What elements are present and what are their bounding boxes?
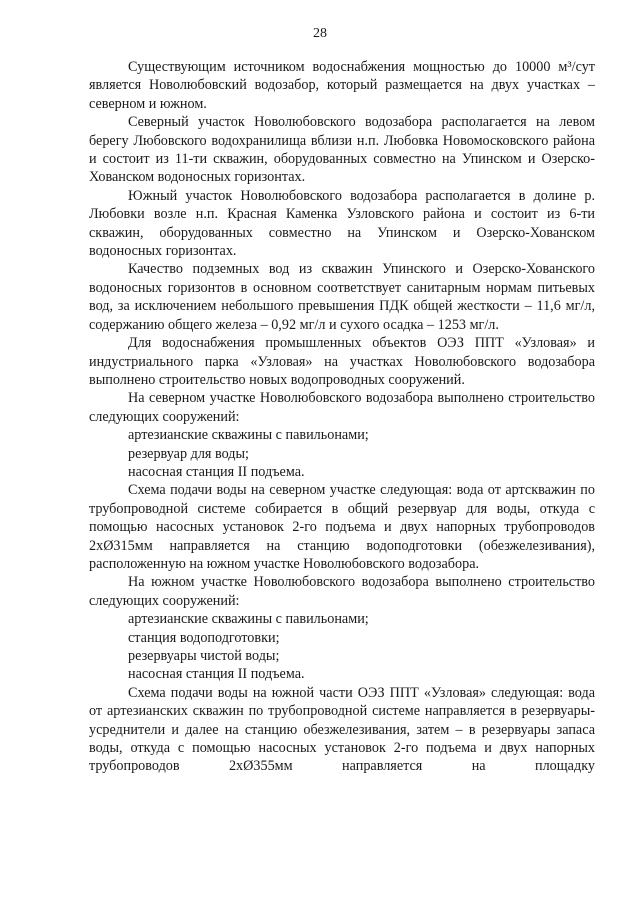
paragraph-north-construction: На северном участке Новолюбовского водозабора выполнено строительство следующих сооружений: (89, 390, 595, 425)
list-item-south-wells: артезианские скважины с павильонами; (128, 611, 369, 628)
page-number: 28 (313, 26, 327, 41)
list-item-south-reservoirs: резервуары чистой воды; (128, 648, 280, 664)
paragraph-south-site: Южный участок Новолюбовского водозабора располагается в долине р. Любовки возле н.п. Красная Каменка Узловского района и состоит из 6-ти скважин, оборудованных совместно на Упинском и Озерско-Хованском водоносных горизонтах. (89, 187, 595, 260)
paragraph-south-construction: На южном участке Новолюбовского водозабора выполнено строительство следующих сооружений: (89, 574, 595, 609)
paragraph-south-scheme: Схема подачи воды на южной части ОЭЗ ППТ «Узловая» следующая: вода от артезианских скважин по трубопроводной системе направляется в резервуары-усреднители и далее на станцию обезжелезивания, затем – в резервуары запаса воды, откуда с помощью насосных установок 2-го подъема и двух напорных трубопроводов 2хØ355мм направляется на площадку (89, 684, 595, 775)
list-item-south-treatment: станция водоподготовки; (128, 629, 280, 646)
paragraph-north-scheme: Схема подачи воды на северном участке следующая: вода от артскважин по трубопроводной системе собирается в общий резервуар для воды, откуда с помощью насосных установок 2-го подъема и двух напорных трубопроводов 2хØ315мм направляется на станцию водоподготовки (обезжелезивания), расположенную на южном участке Новолюбовского водозабора. (89, 482, 595, 572)
paragraph-water-quality: Качество подземных вод из скважин Упинского и Озерско-Хованского водоносных горизонтов в основном соответствует санитарным нормам питьевых вод, за исключением небольшого превышения ПДК общей жесткости – 11,6 мг/л, содержанию общего железа – 0,92 мг/л и сухого осадка – 1253 мг/л. (89, 261, 595, 333)
list-item-south-pump-station: насосная станция II подъема. (128, 666, 305, 683)
paragraph-industrial-supply: Для водоснабжения промышленных объектов ОЭЗ ППТ «Узловая» и индустриального парка «Узловая» на участках Новолюбовского водозабора выполнено строительство новых водопроводных сооружений. (89, 335, 595, 388)
paragraph-north-site: Северный участок Новолюбовского водозабора располагается на левом берегу Любовского водохранилища вблизи н.п. Любовка Новомосковского района и состоит из 11-ти скважин, оборудованных совместно на Упинском и Озерско-Хованском водоносных горизонтах. (89, 114, 595, 186)
list-item-north-wells: артезианские скважины с павильонами; (128, 427, 369, 444)
paragraph-existing-source: Существующим источником водоснабжения мощностью до 10000 м³/сут является Новолюбовский водозабор, который размещается на двух участках – северном и южном. (89, 59, 595, 112)
document-body (89, 58, 595, 776)
list-item-north-reservoir: резервуар для воды; (128, 445, 249, 462)
list-item-north-pump-station: насосная станция II подъема. (128, 463, 305, 480)
